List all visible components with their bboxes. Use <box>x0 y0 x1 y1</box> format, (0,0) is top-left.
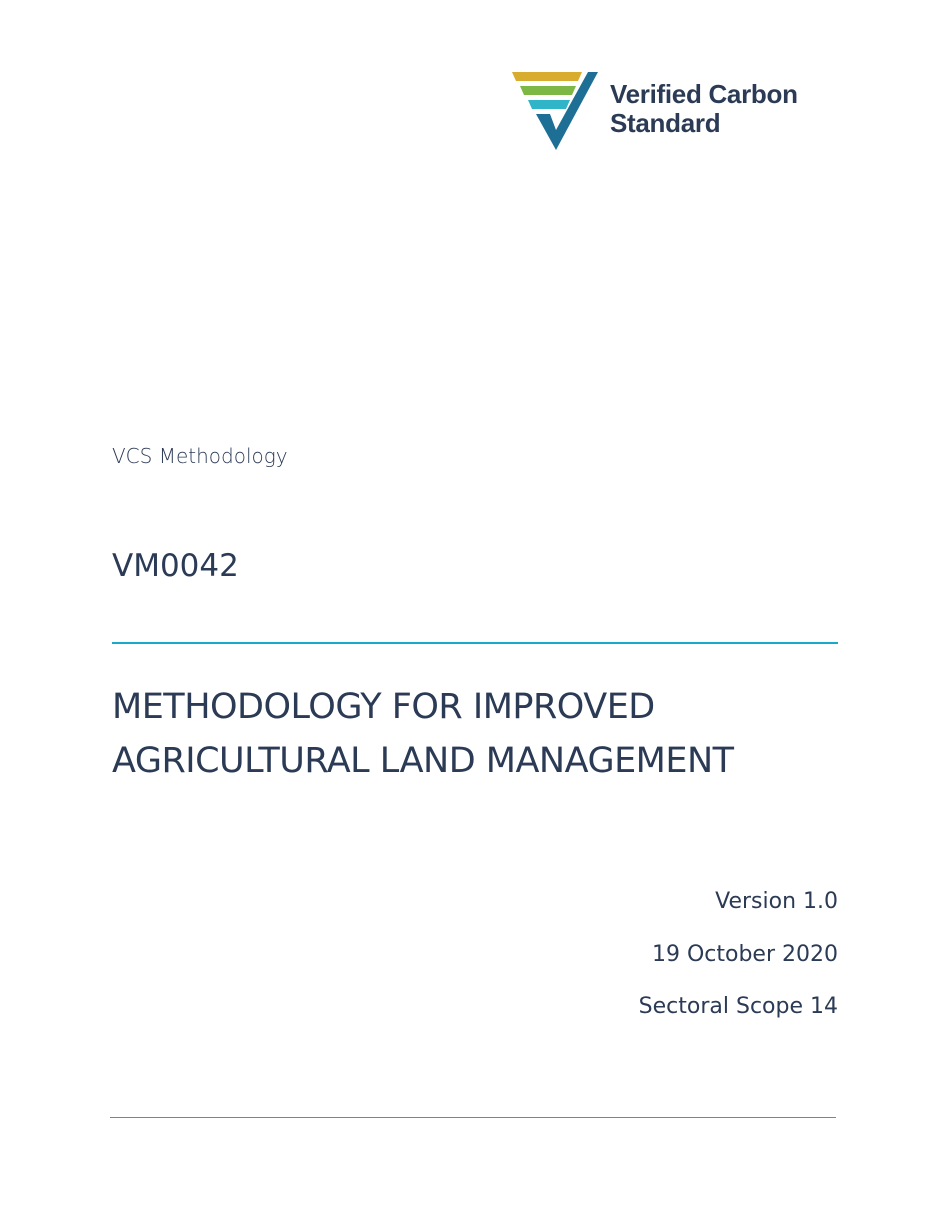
document-id: VM0042 <box>112 548 239 584</box>
logo-wordmark <box>610 80 798 138</box>
sectoral-scope: Sectoral Scope 14 <box>638 994 838 1019</box>
date: 19 October 2020 <box>651 941 838 967</box>
vcs-logo-mark-icon <box>512 72 604 152</box>
document-title <box>112 680 838 788</box>
version: Version 1.0 <box>715 889 838 914</box>
bottom-divider <box>110 1117 836 1118</box>
top-divider <box>112 642 838 644</box>
title-line-2: AGRICULTURAL LAND MANAGEMENT <box>112 741 734 781</box>
vcs-logo <box>512 72 842 152</box>
document-meta <box>639 876 838 1034</box>
logo-line-2: Standard <box>610 108 721 138</box>
document-type: VCS Methodology <box>112 444 288 468</box>
logo-line-1: Verified Carbon <box>610 79 798 109</box>
title-line-1: METHODOLOGY FOR IMPROVED <box>112 687 655 727</box>
